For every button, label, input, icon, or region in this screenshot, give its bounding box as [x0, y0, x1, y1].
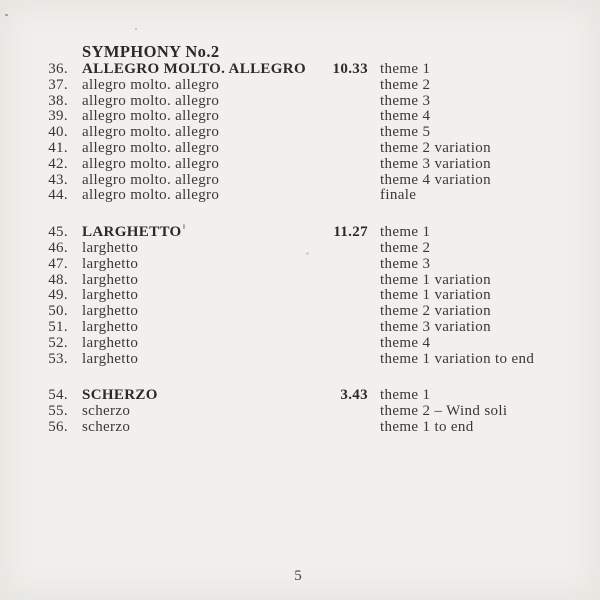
- track-row: [0, 288, 600, 304]
- track-theme: theme 1 variation to end: [380, 350, 535, 367]
- track-number: 37.: [48, 76, 68, 93]
- track-row: [0, 304, 600, 320]
- track-title: ALLEGRO MOLTO. ALLEGRO: [82, 61, 307, 77]
- track-duration: [325, 78, 368, 94]
- track-duration: 3.43: [340, 387, 368, 404]
- track-title: larghetto: [82, 239, 139, 256]
- track-number: 44.: [48, 187, 68, 204]
- track-number: 47.: [48, 255, 68, 272]
- track-row: [0, 404, 600, 420]
- track-row: [0, 109, 600, 125]
- track-duration: [325, 141, 368, 157]
- track-duration: 11.27: [333, 224, 368, 241]
- track-title: larghetto: [82, 334, 139, 351]
- track-section: [0, 388, 600, 435]
- track-theme: theme 2 variation: [380, 303, 491, 320]
- track-number: 40.: [48, 124, 68, 141]
- track-row: [0, 320, 600, 336]
- track-theme: theme 2 – Wind soli: [380, 403, 508, 420]
- track-number: 49.: [48, 287, 68, 304]
- track-theme: theme 2 variation: [380, 139, 491, 156]
- track-number: 55.: [48, 403, 68, 420]
- track-title: larghetto: [82, 287, 139, 304]
- track-theme: theme 4 variation: [380, 171, 491, 188]
- track-duration: [325, 125, 368, 141]
- track-theme: theme 1: [380, 61, 431, 77]
- track-duration: [325, 320, 368, 336]
- track-duration: [325, 304, 368, 320]
- track-title: allegro molto. allegro: [82, 108, 220, 125]
- track-section: [0, 62, 600, 204]
- track-row: [0, 62, 600, 78]
- track-theme: theme 4: [380, 334, 431, 351]
- track-number: 46.: [48, 239, 68, 256]
- track-duration: [325, 157, 368, 173]
- track-row: [0, 273, 600, 289]
- track-theme: theme 1: [380, 224, 431, 241]
- track-title: allegro molto. allegro: [82, 171, 220, 188]
- track-number: 53.: [48, 350, 68, 367]
- track-section: [0, 225, 600, 367]
- track-duration: [325, 352, 368, 368]
- track-title: allegro molto. allegro: [82, 92, 220, 109]
- track-theme: theme 4: [380, 108, 431, 125]
- track-row: [0, 352, 600, 368]
- track-row: [0, 94, 600, 110]
- track-number: 56.: [48, 418, 68, 435]
- track-number: 52.: [48, 334, 68, 351]
- track-title: LARGHETTO: [82, 224, 182, 241]
- track-title: larghetto: [82, 255, 139, 272]
- track-title: scherzo: [82, 403, 131, 420]
- track-duration: [325, 404, 368, 420]
- track-row: [0, 420, 600, 436]
- page-title: SYMPHONY No.2: [82, 42, 220, 61]
- track-duration: [325, 420, 368, 436]
- track-duration: [325, 109, 368, 125]
- track-row: [0, 78, 600, 94]
- track-number: 36.: [48, 61, 68, 77]
- track-title: allegro molto. allegro: [82, 155, 220, 172]
- track-title: allegro molto. allegro: [82, 187, 220, 204]
- track-number: 39.: [48, 108, 68, 125]
- track-row: [0, 388, 600, 404]
- track-number: 45.: [48, 224, 68, 241]
- track-title: SCHERZO: [82, 387, 158, 404]
- track-duration: [325, 257, 368, 273]
- track-row: [0, 157, 600, 173]
- track-number: 50.: [48, 303, 68, 320]
- track-title: larghetto: [82, 318, 139, 335]
- track-number: 48.: [48, 271, 68, 288]
- track-title: larghetto: [82, 303, 139, 320]
- track-theme: theme 1 variation: [380, 271, 491, 288]
- track-theme: theme 3 variation: [380, 318, 491, 335]
- track-row: [0, 225, 600, 241]
- track-theme: theme 3: [380, 255, 431, 272]
- track-list: [0, 62, 600, 436]
- scan-artifact: [5, 14, 8, 16]
- track-number: 38.: [48, 92, 68, 109]
- track-title: larghetto: [82, 271, 139, 288]
- track-title: allegro molto. allegro: [82, 139, 220, 156]
- track-row: [0, 125, 600, 141]
- page-number: 5: [294, 568, 302, 584]
- track-row: [0, 241, 600, 257]
- track-number: 43.: [48, 171, 68, 188]
- track-theme: theme 3 variation: [380, 155, 491, 172]
- track-number: 42.: [48, 155, 68, 172]
- track-row: [0, 188, 600, 204]
- track-number: 51.: [48, 318, 68, 335]
- scan-artifact: [135, 28, 137, 30]
- track-duration: [325, 94, 368, 110]
- track-duration: 10.33: [332, 61, 368, 77]
- track-row: [0, 336, 600, 352]
- track-number: 54.: [48, 387, 68, 404]
- track-theme: theme 1: [380, 387, 431, 404]
- track-row: [0, 173, 600, 189]
- track-duration: [325, 241, 368, 257]
- track-duration: [325, 188, 368, 204]
- track-title: scherzo: [82, 418, 131, 435]
- track-title: larghetto: [82, 350, 139, 367]
- track-duration: [325, 288, 368, 304]
- track-theme: theme 1 variation: [380, 287, 491, 304]
- track-row: [0, 257, 600, 273]
- track-duration: [325, 273, 368, 289]
- track-title: allegro molto. allegro: [82, 124, 220, 141]
- track-title: allegro molto. allegro: [82, 76, 220, 93]
- track-number: 41.: [48, 139, 68, 156]
- track-theme: theme 2: [380, 76, 431, 93]
- track-duration: [325, 336, 368, 352]
- track-row: [0, 141, 600, 157]
- track-theme: theme 3: [380, 92, 431, 109]
- track-duration: [325, 173, 368, 189]
- track-theme: theme 2: [380, 239, 431, 256]
- track-theme: theme 5: [380, 124, 431, 141]
- track-theme: theme 1 to end: [380, 418, 474, 435]
- track-theme: finale: [380, 187, 417, 204]
